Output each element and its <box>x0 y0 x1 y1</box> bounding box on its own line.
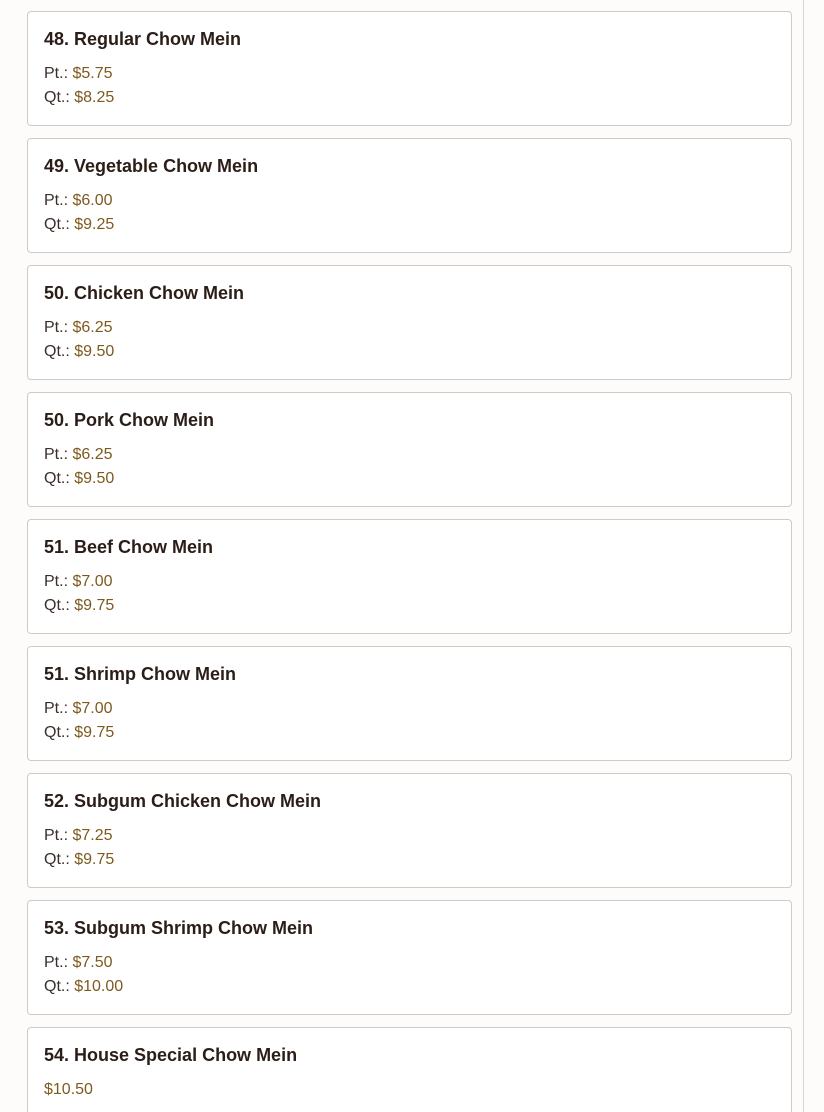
menu-item-card[interactable] <box>27 900 792 1015</box>
price-line-pint <box>44 318 775 338</box>
price-line-quart <box>44 723 775 743</box>
price-value: $7.25 <box>72 827 113 844</box>
price-line-single <box>44 1080 775 1100</box>
menu-item-title: 51. Shrimp Chow Mein <box>44 664 237 684</box>
price-label: Pt.: <box>44 446 69 463</box>
price-line-quart <box>44 469 775 489</box>
menu-item-title: 48. Regular Chow Mein <box>44 29 242 49</box>
price-value: $7.50 <box>72 954 113 971</box>
price-line-quart <box>44 596 775 616</box>
price-label: Pt.: <box>44 192 69 209</box>
price-label: Pt.: <box>44 700 69 717</box>
price-value: $6.25 <box>72 319 113 336</box>
price-label: Qt.: <box>44 851 70 868</box>
menu-item-title: 54. House Special Chow Mein <box>44 1045 298 1065</box>
price-value: $9.50 <box>74 470 115 487</box>
price-value: $9.75 <box>74 724 115 741</box>
price-label: Pt.: <box>44 65 69 82</box>
menu-item-card[interactable] <box>27 138 792 253</box>
price-value: $7.00 <box>72 573 113 590</box>
menu-item-card[interactable] <box>27 519 792 634</box>
price-value: $5.75 <box>72 65 113 82</box>
menu-item-card[interactable] <box>27 11 792 126</box>
menu-item-list <box>27 11 792 1112</box>
price-line-quart <box>44 977 775 997</box>
price-label: Qt.: <box>44 724 70 741</box>
price-value: $10.00 <box>74 978 124 995</box>
price-label: Pt.: <box>44 827 69 844</box>
price-value: $8.25 <box>74 89 115 106</box>
menu-item-card[interactable] <box>27 1027 792 1112</box>
menu-item-card[interactable] <box>27 265 792 380</box>
price-value: $9.50 <box>74 343 115 360</box>
price-line-quart <box>44 88 775 108</box>
price-label: Pt.: <box>44 573 69 590</box>
price-value: $9.25 <box>74 216 115 233</box>
menu-item-title: 53. Subgum Shrimp Chow Mein <box>44 918 314 938</box>
price-label: Qt.: <box>44 978 70 995</box>
menu-item-title: 50. Pork Chow Mein <box>44 410 215 430</box>
price-line-pint <box>44 826 775 846</box>
price-value: $9.75 <box>74 597 115 614</box>
price-line-pint <box>44 699 775 719</box>
price-line-pint <box>44 64 775 84</box>
price-label: Qt.: <box>44 597 70 614</box>
menu-item-title: 51. Beef Chow Mein <box>44 537 214 557</box>
price-line-pint <box>44 572 775 592</box>
price-value: $7.00 <box>72 700 113 717</box>
menu-item-title: 52. Subgum Chicken Chow Mein <box>44 791 322 811</box>
price-label: Pt.: <box>44 319 69 336</box>
menu-item-title: 50. Chicken Chow Mein <box>44 283 245 303</box>
price-line-quart <box>44 215 775 235</box>
price-line-quart <box>44 342 775 362</box>
menu-item-title: 49. Vegetable Chow Mein <box>44 156 259 176</box>
price-value: $10.50 <box>44 1081 93 1098</box>
price-line-pint <box>44 953 775 973</box>
price-line-quart <box>44 850 775 870</box>
price-label: Qt.: <box>44 89 70 106</box>
price-line-pint <box>44 191 775 211</box>
price-value: $6.00 <box>72 192 113 209</box>
menu-item-card[interactable] <box>27 392 792 507</box>
price-value: $9.75 <box>74 851 115 868</box>
price-value: $6.25 <box>72 446 113 463</box>
price-line-pint <box>44 445 775 465</box>
menu-item-card[interactable] <box>27 646 792 761</box>
price-label: Qt.: <box>44 343 70 360</box>
price-label: Qt.: <box>44 470 70 487</box>
menu-item-card[interactable] <box>27 773 792 888</box>
price-label: Qt.: <box>44 216 70 233</box>
price-label: Pt.: <box>44 954 69 971</box>
